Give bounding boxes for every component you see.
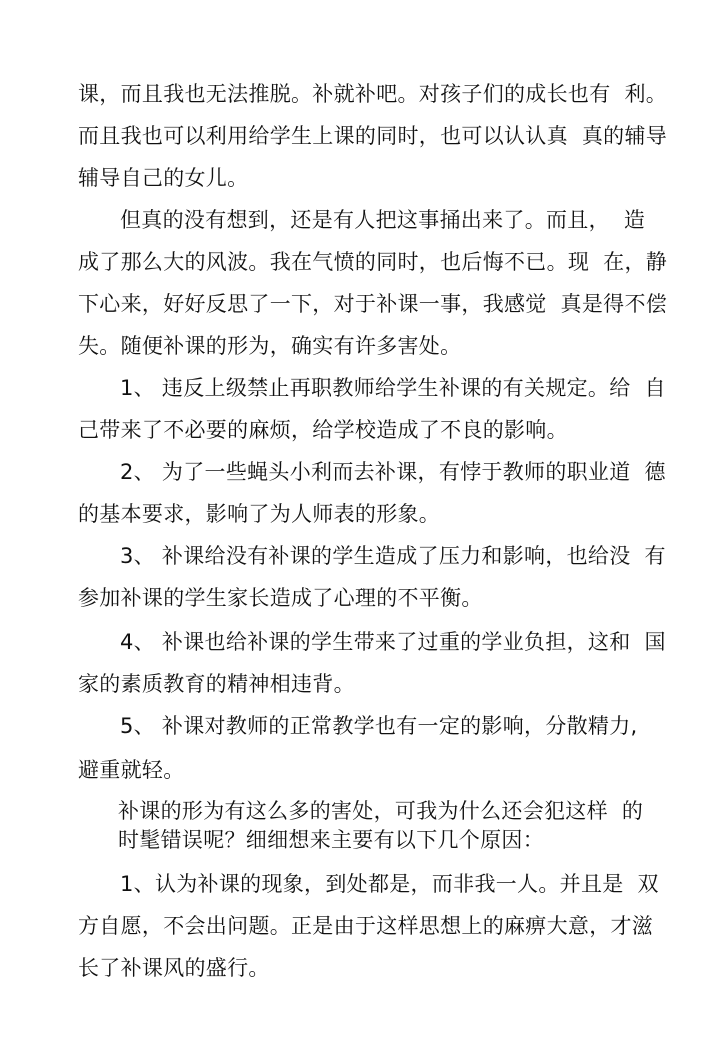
text-line: 但真的没有想到，还是有人把这事捅出来了。而且， 造 [120, 208, 646, 232]
text-line: 1、 违反上级禁止再职教师给学生补课的有关规定。给 自 [120, 376, 666, 400]
text-line: 己带来了不必要的麻烦，给学校造成了不良的影响。 [78, 418, 568, 442]
text-line: 5、 补课对教师的正常教学也有一定的影响，分散精力, [120, 714, 638, 738]
text-line: 时髦错误呢？细细想来主要有以下几个原因： [118, 828, 544, 852]
text-line: 避重就轻。 [78, 758, 185, 782]
text-line: 方自愿，不会出问题。正是由于这样思想上的麻痹大意，才滋 [78, 914, 654, 938]
text-line: 失。随便补课的形为，确实有许多害处。 [78, 334, 462, 358]
text-line: 补课的形为有这么多的害处，可我为什么还会犯这样 的 [118, 799, 644, 823]
text-line: 而且我也可以利用给学生上课的同时，也可以认认真 真的辅导 [78, 124, 668, 148]
text-line: 课，而且我也无法推脱。补就补吧。对孩子们的成长也有 利。 [78, 82, 668, 106]
text-line: 3、 补课给没有补课的学生造成了压力和影响，也给没 有 [120, 544, 666, 568]
text-line: 长了补课风的盛行。 [78, 956, 270, 980]
text-line: 家的素质教育的精神相违背。 [78, 672, 355, 696]
text-line: 参加补课的学生家长造成了心理的不平衡。 [78, 586, 483, 610]
text-line: 的基本要求，影响了为人师表的形象。 [78, 502, 441, 526]
text-line: 2、 为了一些蝇头小利而去补课，有悖于教师的职业道 德 [120, 460, 666, 484]
text-line: 辅导自己的女儿。 [78, 166, 249, 190]
text-line: 1、认为补课的现象，到处都是，而非我一人。并且是 双 [120, 872, 659, 896]
text-line: 4、 补课也给补课的学生带来了过重的学业负担，这和 国 [120, 630, 666, 654]
text-line: 下心来，好好反思了一下，对于补课一事，我感觉 真是得不偿 [78, 292, 668, 316]
text-line: 成了那么大的风波。我在气愤的同时，也后悔不已。现 在，静 [78, 250, 668, 274]
